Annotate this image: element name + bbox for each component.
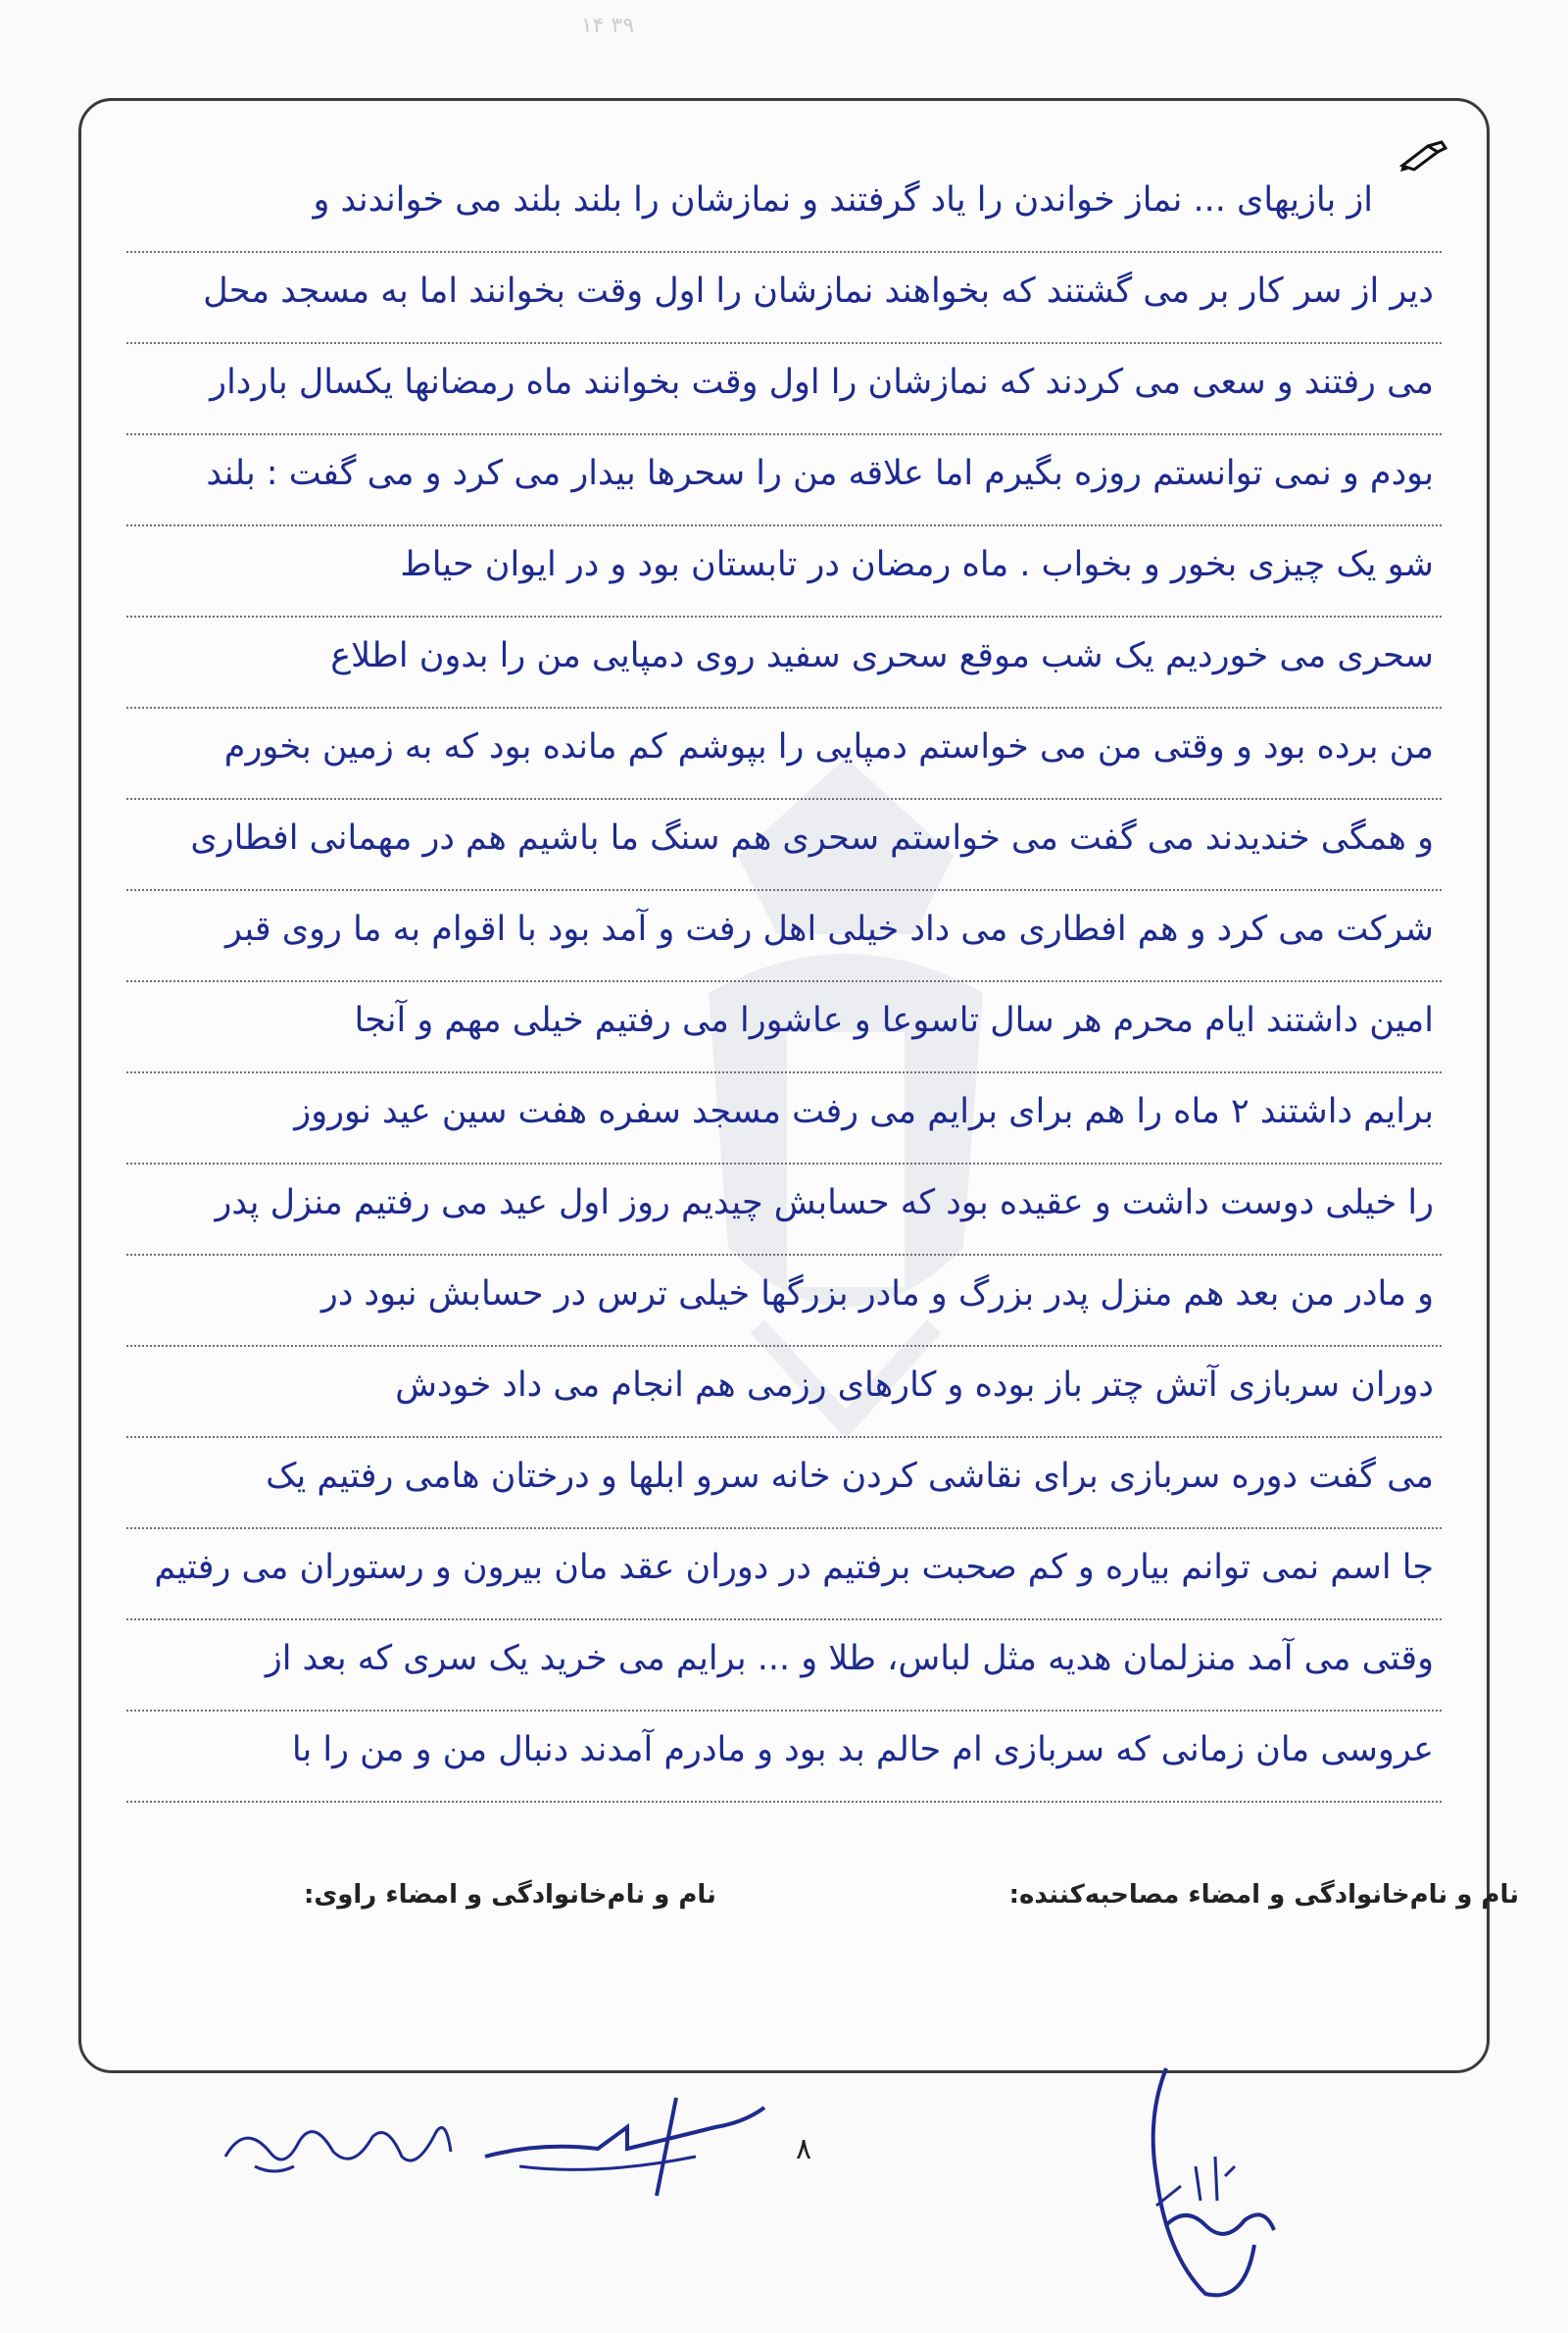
text-line-02: دیر از سر کار بر می گشتند که بخواهند نمازشان را اول وقت بخوانند اما به مسجد محل <box>126 253 1442 344</box>
text-line-16: جا اسم نمی توانم بیاره و کم صحبت برفتیم در دوران عقد مان بیرون و رستوران می رفتیم <box>126 1529 1442 1620</box>
text-line-11: برایم داشتند ۲ ماه را هم برای برایم می رفت مسجد سفره هفت سین عید نوروز <box>126 1073 1442 1165</box>
text-line-14: دوران سربازی آتش چتر باز بوده و کارهای رزمی هم انجام می داد خودش <box>126 1347 1442 1438</box>
text-line-10: امین داشتند ایام محرم هر سال تاسوعا و عاشورا می رفتیم خیلی مهم و آنجا <box>126 982 1442 1073</box>
interview-page-frame <box>78 98 1490 2073</box>
text-line-03: می رفتند و سعی می کردند که نمازشان را اول وقت بخوانند ماه رمضانها یکسال باردار <box>126 344 1442 435</box>
narrator-signature <box>216 2112 461 2181</box>
text-line-15: می گفت دوره سربازی برای نقاشی کردن خانه سرو ابلها و درختان هامی رفتیم یک <box>126 1438 1442 1529</box>
text-line-04: بودم و نمی توانستم روزه بگیرم اما علاقه من را سحرها بیدار می کرد و می گفت : بلند <box>126 435 1442 526</box>
text-line-17: وقتی می آمد منزلمان هدیه مثل لباس، طلا و ... برایم می خرید یک سری که بعد از <box>126 1620 1442 1712</box>
scribble-signature <box>480 2088 774 2206</box>
text-line-08: و همگی خندیدند می گفت می خواستم سحری هم سنگ ما باشیم هم در مهمانی افطاری <box>126 800 1442 891</box>
top-stamp-mark: ۳۹ ۱۴ <box>580 14 635 38</box>
text-line-05: شو یک چیزی بخور و بخواب . ماه رمضان در تابستان بود و در ایوان حیاط <box>126 526 1442 618</box>
text-line-07: من برده بود و وقتی من می خواستم دمپایی را بپوشم کم مانده بود که به زمین بخورم <box>126 709 1442 800</box>
text-line-12: را خیلی دوست داشت و عقیده بود که حسابش چیدیم روز اول عید می رفتیم منزل پدر <box>126 1165 1442 1256</box>
page-number: ۸ <box>796 2132 812 2166</box>
interviewer-signature <box>1127 2059 1303 2313</box>
text-line-18: عروسی مان زمانی که سربازی ام حالم بد بود و مادرم آمدند دنبال من و من را با <box>126 1712 1442 1803</box>
signature-labels <box>59 1870 1519 1919</box>
text-line-06: سحری می خوردیم یک شب موقع سحری سفید روی دمپایی من را بدون اطلاع <box>126 618 1442 709</box>
text-line-01: از بازیهای ... نماز خواندن را یاد گرفتند و نمازشان را بلند بلند می خواندند و <box>126 162 1442 253</box>
narrator-signature-label: نام و نام‌خانوادگی و امضاء راوی: <box>304 1880 716 1910</box>
text-line-09: شرکت می کرد و هم افطاری می داد خیلی اهل رفت و آمد بود با اقوام به ما روی قبر <box>126 891 1442 982</box>
handwritten-text-lines <box>126 162 1442 1803</box>
text-line-13: و مادر من بعد هم منزل پدر بزرگ و مادر بزرگها خیلی ترس در حسابش نبود در <box>126 1256 1442 1347</box>
interviewer-signature-label: نام و نام‌خانوادگی و امضاء مصاحبه‌کننده: <box>1008 1880 1519 1910</box>
